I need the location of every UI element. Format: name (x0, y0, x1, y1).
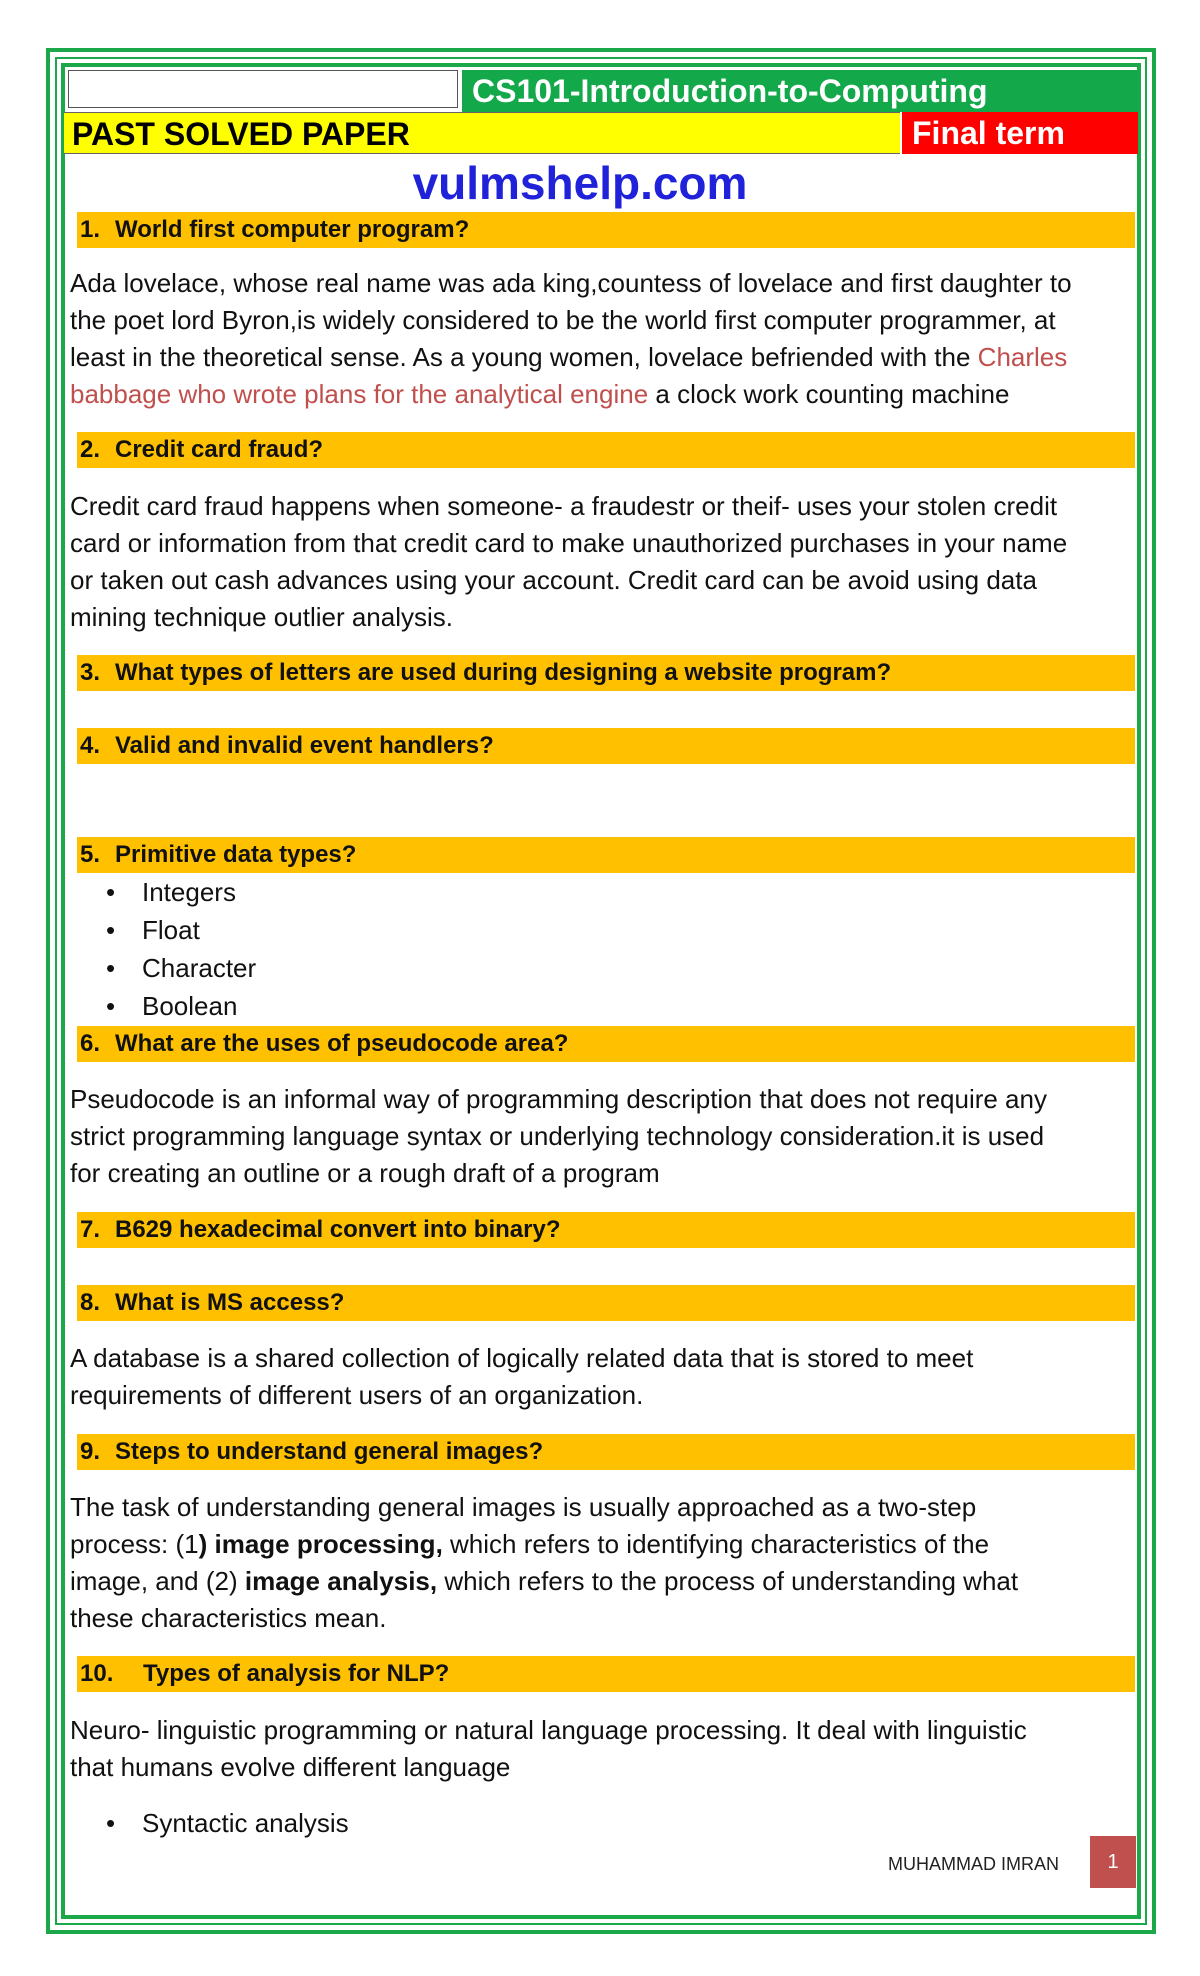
question-number: 10. (80, 1660, 114, 1687)
question-text: Valid and invalid event handlers? (115, 732, 494, 759)
answer-line: the poet lord Byron,is widely considered to be the world first computer programmer, at (70, 305, 1056, 335)
answer-9 (70, 1489, 1136, 1637)
answer-line: strict programming language syntax or underlying technology consideration.it is used (70, 1121, 1045, 1151)
answer-line: which refers to identifying characteristics of the (442, 1529, 990, 1559)
answer-line: Ada lovelace, whose real name was ada king,countess of lovelace and first daughter to (70, 268, 1072, 298)
question-10-heading (77, 1656, 1135, 1692)
answer-1 (70, 265, 1136, 413)
answer-line: process: (1 (70, 1529, 199, 1559)
question-3-heading (77, 655, 1135, 691)
answer-6 (70, 1081, 1136, 1192)
course-title: CS101-Introduction-to-Computing (462, 70, 1138, 112)
answer-line: image, and (2) (70, 1566, 245, 1596)
question-text: Primitive data types? (115, 841, 357, 868)
question-1-heading (77, 212, 1135, 248)
question-6-heading (77, 1026, 1135, 1062)
question-text: What types of letters are used during designing a website program? (115, 659, 892, 686)
question-number: 1. (80, 216, 101, 243)
question-5-heading (77, 837, 1135, 873)
question-number: 6. (80, 1030, 101, 1057)
highlighted-text: babbage who wrote plans for the analytical engine (70, 379, 649, 409)
answer-8 (70, 1340, 1136, 1414)
list-item: • Character (70, 949, 256, 987)
answer-line: which refers to the process of understanding what (437, 1566, 1019, 1596)
question-number: 5. (80, 841, 101, 868)
list-item: • Syntactic analysis (70, 1804, 349, 1842)
question-number: 9. (80, 1438, 101, 1465)
answer-line: Pseudocode is an informal way of programming description that does not require any (70, 1084, 1047, 1114)
answer-10 (70, 1712, 1136, 1786)
question-4-heading (77, 728, 1135, 764)
data-types-list (70, 873, 256, 1025)
question-number: 2. (80, 436, 101, 463)
answer-line: A database is a shared collection of logically related data that is stored to meet (70, 1343, 974, 1373)
answer-line: card or information from that credit card to make unauthorized purchases in your name (70, 528, 1068, 558)
term-label: Final term (902, 112, 1138, 154)
answer-line: a clock work counting machine (648, 379, 1010, 409)
question-text: What are the uses of pseudocode area? (115, 1030, 569, 1057)
question-2-heading (77, 432, 1135, 468)
question-text: Types of analysis for NLP? (143, 1660, 450, 1687)
paper-type-label: PAST SOLVED PAPER (64, 112, 900, 154)
question-9-heading (77, 1434, 1135, 1470)
list-item: • Boolean (70, 987, 256, 1025)
highlighted-text: Charles (977, 342, 1068, 372)
answer-line: for creating an outline or a rough draft of a program (70, 1158, 660, 1188)
question-text: B629 hexadecimal convert into binary? (115, 1216, 561, 1243)
website-link[interactable]: vulmshelp.com (412, 157, 748, 209)
nlp-analysis-list (70, 1804, 349, 1842)
header-blank-cell (68, 70, 458, 108)
answer-line: Neuro- linguistic programming or natural language processing. It deal with linguistic (70, 1715, 1027, 1745)
question-8-heading (77, 1285, 1135, 1321)
question-number: 7. (80, 1216, 101, 1243)
footer-author: MUHAMMAD IMRAN (888, 1854, 1059, 1874)
answer-line: that humans evolve different language (70, 1752, 511, 1782)
answer-line: mining technique outlier analysis. (70, 602, 453, 632)
question-text: World first computer program? (115, 216, 470, 243)
question-number: 3. (80, 659, 101, 686)
answer-line: requirements of different users of an organization. (70, 1380, 644, 1410)
question-text: Steps to understand general images? (115, 1438, 544, 1465)
answer-line: Credit card fraud happens when someone- a fraudestr or theif- uses your stolen credit (70, 491, 1058, 521)
bold-term: ) image processing, (198, 1529, 443, 1559)
question-text: Credit card fraud? (115, 436, 324, 463)
list-item: • Integers (70, 873, 256, 911)
answer-line: The task of understanding general images is usually approached as a two-step (70, 1492, 977, 1522)
answer-line: or taken out cash advances using your account. Credit card can be avoid using data (70, 565, 1037, 595)
list-item: • Float (70, 911, 256, 949)
question-number: 8. (80, 1289, 101, 1316)
answer-2 (70, 488, 1136, 636)
answer-line: least in the theoretical sense. As a young women, lovelace befriended with the (70, 342, 978, 372)
answer-line: these characteristics mean. (70, 1603, 387, 1633)
question-number: 4. (80, 732, 101, 759)
bold-term: image analysis, (244, 1566, 438, 1596)
question-text: What is MS access? (115, 1289, 345, 1316)
question-7-heading (77, 1212, 1135, 1248)
page-number: 1 (1090, 1836, 1136, 1888)
